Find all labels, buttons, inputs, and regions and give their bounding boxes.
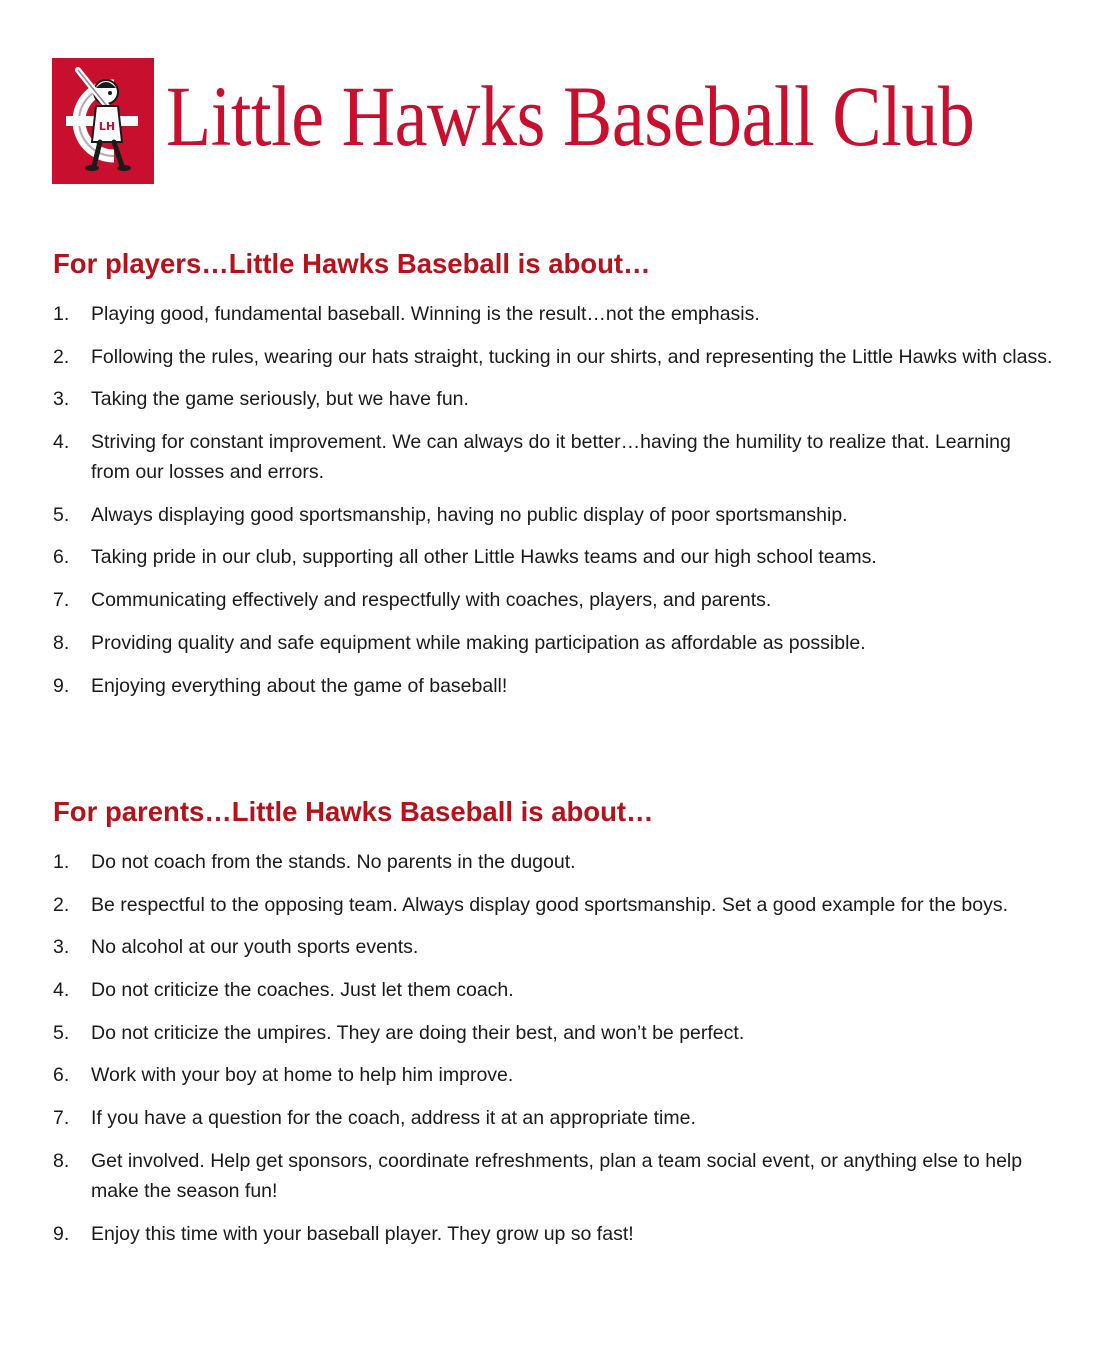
item-number: 8. [53,631,70,654]
list-item [53,1146,1053,1206]
item-number: 4. [53,431,70,454]
item-text: Taking pride in our club, supporting all other Little Hawks teams and our high school teams. [91,546,877,569]
item-text: Enjoy this time with your baseball player. They grow up so fast! [91,1222,634,1245]
svg-text:LH: LH [98,120,116,133]
item-text: Do not coach from the stands. No parents in the dugout. [91,851,576,873]
parents-list [53,847,1053,1261]
item-text: Do not criticize the coaches. Just let them coach. [91,979,514,1002]
item-text: Get involved. Help get sponsors, coordinate refreshments, plan a team social event, or anything else to help make the season fun! [91,1149,1023,1202]
item-text: Always displaying good sportsmanship, having no public display of poor sportsmanship. [91,503,848,526]
item-text: Be respectful to the opposing team. Always display good sportsmanship. Set a good example for the boys. [91,893,1009,916]
item-number: 3. [53,388,70,411]
list-item [53,847,1053,877]
item-text: If you have a question for the coach, address it at an appropriate time. [91,1107,696,1130]
parents-section-title: For parents…Little Hawks Baseball is about… [53,796,654,827]
list-item [53,299,1053,329]
list-item [53,628,1053,658]
item-number: 9. [53,1222,70,1245]
list-item [53,342,1053,372]
item-text: Following the rules, wearing our hats straight, tucking in our shirts, and representing the Little Hawks with class. [91,345,1053,368]
list-item [53,932,1053,962]
list-item [53,1060,1053,1090]
item-text: Do not criticize the umpires. They are doing their best, and won’t be perfect. [91,1021,745,1044]
list-item [53,384,1053,414]
item-number: 9. [53,674,70,697]
list-item [53,1103,1053,1133]
list-item [53,585,1053,615]
list-item [53,542,1053,572]
item-text: Striving for constant improvement. We can always do it better…having the humility to realize that. Learning from our losses and errors. [91,431,1011,484]
item-number: 4. [53,979,70,1002]
item-number: 7. [53,589,70,612]
item-number: 6. [53,546,70,569]
list-item [53,890,1053,920]
club-name: Little Hawks Baseball Club [166,68,975,164]
item-text: Communicating effectively and respectfully with coaches, players, and parents. [91,589,772,612]
item-number: 6. [53,1064,70,1087]
page-header [52,58,1052,186]
list-item [53,1219,1053,1249]
list-item [53,975,1053,1005]
item-number: 5. [53,503,70,526]
item-text: Playing good, fundamental baseball. Winning is the result…not the emphasis. [91,303,760,325]
item-number: 2. [53,893,70,916]
item-number: 1. [53,303,70,325]
item-text: Work with your boy at home to help him improve. [91,1064,514,1087]
list-item [53,500,1053,530]
players-section-title: For players…Little Hawks Baseball is about… [53,248,651,279]
item-number: 2. [53,345,70,368]
list-item [53,671,1053,701]
item-number: 1. [53,851,70,873]
little-hawks-logo [52,58,154,184]
list-item [53,1018,1053,1048]
item-text: Enjoying everything about the game of baseball! [91,674,508,697]
list-item [53,427,1053,487]
item-number: 5. [53,1021,70,1044]
players-list [53,299,1053,713]
item-text: Taking the game seriously, but we have fun. [91,388,469,411]
item-number: 8. [53,1149,70,1172]
item-text: No alcohol at our youth sports events. [91,936,419,959]
item-text: Providing quality and safe equipment while making participation as affordable as possible. [91,631,866,654]
item-number: 7. [53,1107,70,1130]
item-number: 3. [53,936,70,959]
